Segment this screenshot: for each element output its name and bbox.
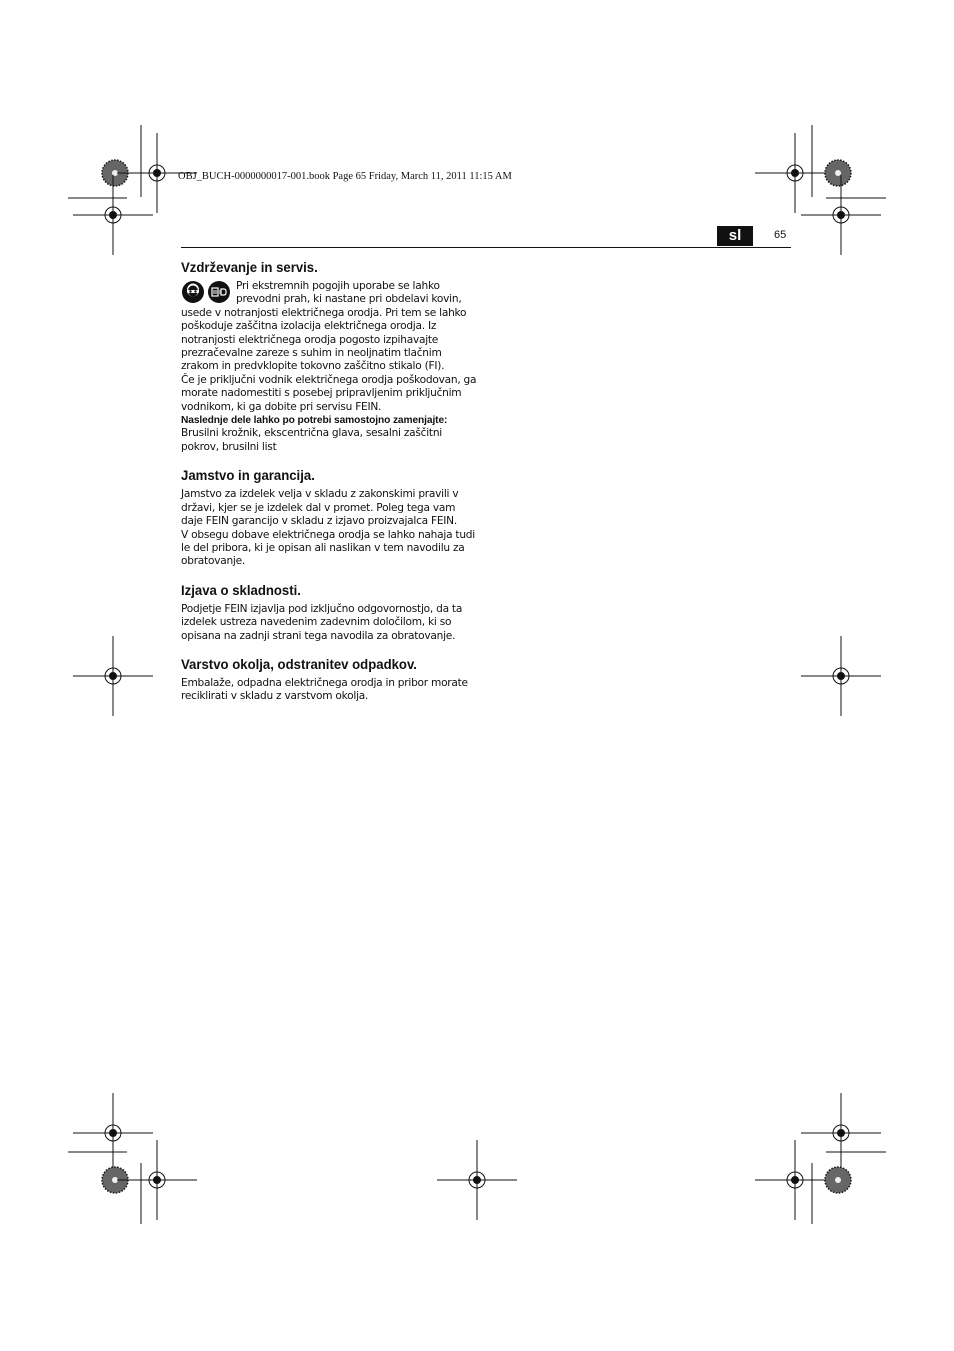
header-rule xyxy=(181,247,791,248)
section-title: Izjava o skladnosti. xyxy=(181,581,301,598)
replaceable-parts-heading: Naslednje dele lahko po potrebi samostojno zamenjajte: xyxy=(181,415,448,427)
page-content xyxy=(181,258,477,716)
registration-cross-top-right xyxy=(755,133,835,213)
environment-paragraph: Embalaže, odpadna električnega orodja in pribor morate reciklirati v skladu z varstvom okolja. xyxy=(181,676,468,703)
language-tag: sl xyxy=(717,226,753,246)
file-info-line: OBJ_BUCH-0000000017-001.book Page 65 Friday, March 11, 2011 11:15 AM xyxy=(178,171,512,182)
warranty-paragraph-2: V obsegu dobave električnega orodja se lahko nahaja tudi le del pribora, ki je opisan ali naslikan v tem navodilu za obratovanje. xyxy=(181,528,475,568)
conformity-paragraph: Podjetje FEIN izjavlja pod izključno odgovornostjo, da ta izdelek ustreza navedenim zadevnim določilom, ki so opisana na zadnji strani tega navodila za obratovanje. xyxy=(181,602,463,642)
unplug-icon xyxy=(208,281,230,303)
section-maintenance xyxy=(181,258,477,454)
section-title: Vzdrževanje in servis. xyxy=(181,259,318,275)
warranty-paragraph-1: Jamstvo za izdelek velja v skladu z zakonskimi pravili v državi, kjer se je izdelek dal v promet. Poleg tega vam daje FEIN garancijo v skladu z izjavo proizvajalca FEIN. xyxy=(181,488,459,528)
maintenance-paragraph-2: Če je priključni vodnik električnega orodja poškodovan, ga morate nadomestiti s posebej pripravljenim priključnim vodnikom, ki ga dobite pri servisu FEIN. xyxy=(181,373,477,413)
replaceable-parts-list: Brusilni krožnik, ekscentrična glava, sesalni zaščitni pokrov, brusilni list xyxy=(181,427,442,453)
section-title: Jamstvo in garancija. xyxy=(181,467,315,484)
section-conformity xyxy=(181,581,477,643)
section-title: Varstvo okolja, odstranitev odpadkov. xyxy=(181,655,417,672)
section-warranty xyxy=(181,466,477,568)
registration-star-top-right xyxy=(825,160,851,186)
warning-icons xyxy=(181,280,235,306)
section-environment xyxy=(181,655,477,704)
maintenance-paragraph-1: Pri ekstremnih pogojih uporabe se lahko prevodni prah, ki nastane pri obdelavi kovin, usede v notranjosti električnega orodja. Pri tem se lahko poškoduje zaščitna izolacija električnega orodja. Iz notranjosti električnega orodja pogosto izpihavajte prezračevalne zareze s suhim in neoljnatim tlačnim zrakom in predvklopite tokovno zaščitno stikalo (FI). xyxy=(181,280,467,373)
registration-star-bottom-right xyxy=(825,1167,851,1193)
eye-protection-icon xyxy=(182,281,204,303)
page-number: 65 xyxy=(774,229,787,241)
